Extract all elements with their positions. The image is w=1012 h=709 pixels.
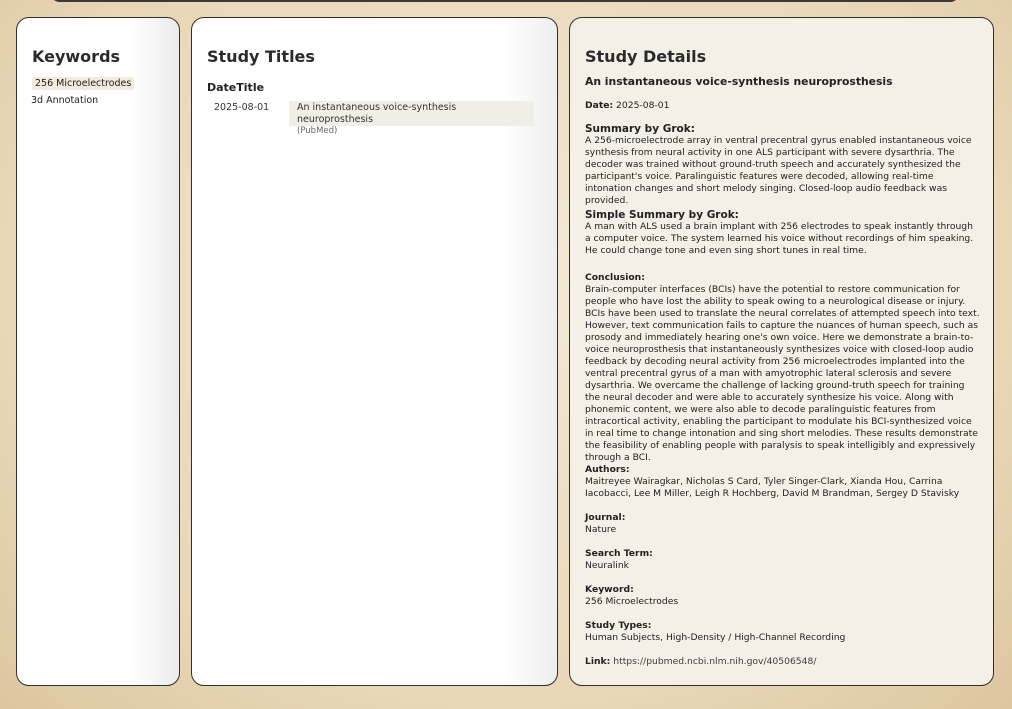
link-label: Link: bbox=[585, 656, 611, 667]
study-details-panel bbox=[569, 17, 994, 686]
authors-label: Authors: bbox=[585, 464, 630, 475]
table-header bbox=[207, 81, 264, 94]
study-titles-panel bbox=[191, 17, 558, 686]
summary-label: Summary by Grok: bbox=[585, 123, 695, 135]
study-types-text: Human Subjects, High-Density / High-Channel Recording bbox=[585, 632, 846, 643]
study-detail-title: An instantaneous voice-synthesis neuroprosthesis bbox=[585, 75, 893, 88]
top-bar bbox=[50, 0, 960, 2]
column-header-date: Date bbox=[207, 81, 237, 94]
table-row-date: 2025-08-01 bbox=[214, 102, 270, 113]
date-value: 2025-08-01 bbox=[616, 100, 670, 111]
column-header-title: Title bbox=[236, 81, 265, 94]
study-details-heading: Study Details bbox=[585, 47, 707, 66]
study-types-label: Study Types: bbox=[585, 620, 652, 631]
conclusion-label: Conclusion: bbox=[585, 272, 645, 283]
simple-summary-label: Simple Summary by Grok: bbox=[585, 209, 739, 221]
keyword-item-256-microelectrodes[interactable]: 256 Microelectrodes bbox=[32, 77, 134, 90]
conclusion-text: Brain-computer interfaces (BCIs) have the potential to restore communication for people who have lost the ability to speak owing to a neurological disease or injury. BCIs have been used to translate the neural correlates of attempted speech into text. However, text communication fails to capture the nuances of human speech, such as prosody and immediately hearing one's own voice. Here we demonstrate a brain-to-voice neuroprosthesis that instantaneously synthesizes voice with closed-loop audio feedback by decoding neural activity from 256 microelectrodes implanted into the ventral precentral gyrus of a man with amyotrophic lateral sclerosis and severe dysarthria. We overcame the challenge of lacking ground-truth speech for training the neural decoder and were able to accurately synthesize his voice. Along with phonemic content, we were also able to decode paralinguistic features from intracortical activity, enabling the participant to modulate his BCI-synthesized voice in real time to change intonation and sing short melodies. These results demonstrate the feasibility of enabling people with paralysis to speak intelligibly and expressively through a BCI. bbox=[585, 284, 980, 463]
journal-text: Nature bbox=[585, 524, 617, 535]
keyword-text: 256 Microelectrodes bbox=[585, 596, 679, 607]
study-title-link[interactable]: An instantaneous voice-synthesis neuroprosthesis bbox=[297, 102, 457, 125]
keyword-label: Keyword: bbox=[585, 584, 634, 595]
study-source-label: (PubMed) bbox=[297, 126, 338, 136]
date-label: Date: bbox=[585, 100, 614, 111]
table-row-title[interactable] bbox=[289, 101, 534, 136]
search-term-label: Search Term: bbox=[585, 548, 653, 559]
study-titles-heading: Study Titles bbox=[207, 47, 315, 66]
search-term-text: Neuralink bbox=[585, 560, 630, 571]
summary-text: A 256-microelectrode array in ventral precentral gyrus enabled instantaneous voice synthesis from neural activity in one ALS participant with severe dysarthria. The decoder was trained without ground-truth speech and accurately synthesized the participant's voice. Paralinguistic features were decoded, allowing real-time intonation changes and short melody singing. Closed-loop audio feedback was provided. bbox=[585, 135, 972, 206]
authors-text: Maitreyee Wairagkar, Nicholas S Card, Tyler Singer-Clark, Xianda Hou, Carrina Iacobacci, Lee M Miller, Leigh R Hochberg, David M Brandman, Sergey D Stavisky bbox=[585, 476, 960, 499]
journal-label: Journal: bbox=[585, 512, 626, 523]
pubmed-link[interactable]: https://pubmed.ncbi.nlm.nih.gov/40506548/ bbox=[613, 656, 817, 667]
keywords-panel bbox=[16, 17, 180, 686]
simple-summary-text: A man with ALS used a brain implant with 256 electrodes to speak instantly through a computer voice. The system learned his voice without recordings of him speaking. He could change tone and even sing short tunes in real time. bbox=[585, 221, 974, 256]
keywords-heading: Keywords bbox=[32, 47, 121, 66]
keyword-item-3d-annotation[interactable]: 3d Annotation bbox=[31, 95, 99, 106]
